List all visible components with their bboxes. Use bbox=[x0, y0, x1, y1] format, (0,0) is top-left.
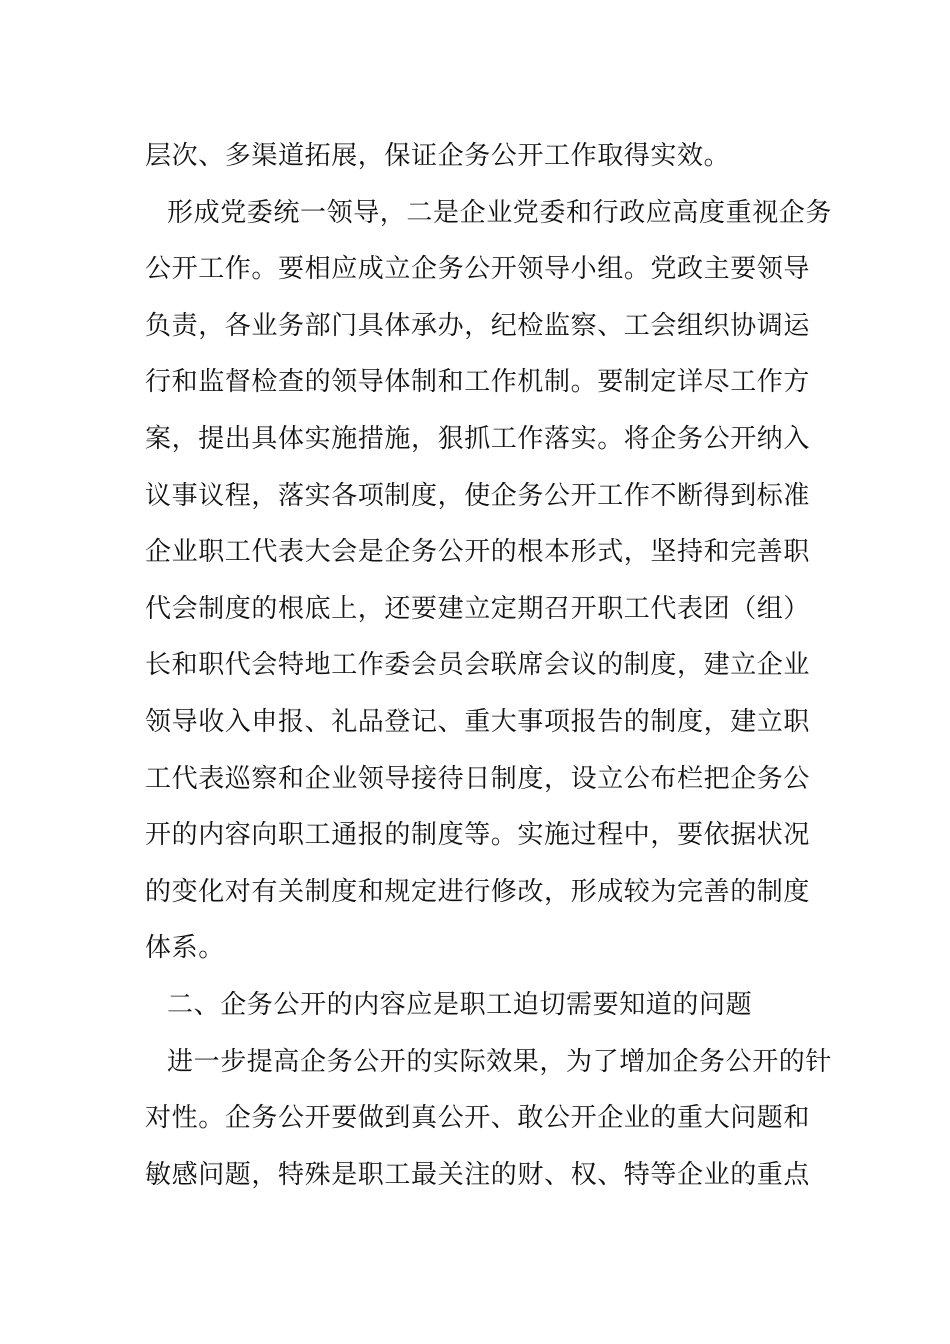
text-line: 层次、多渠道拓展，保证企务公开工作取得实效。 bbox=[145, 141, 731, 171]
body-text bbox=[145, 128, 833, 1203]
text-line: 领导收入申报、礼品登记、重大事项报告的制度，建立职 bbox=[145, 706, 811, 737]
text-line: 进一步提高企务公开的实际效果，为了增加企务公开的针 bbox=[167, 1046, 833, 1077]
text-line: 企业职工代表大会是企务公开的根本形式，坚持和完善职 bbox=[145, 537, 811, 568]
text-line: 的变化对有关制度和规定进行修改，形成较为完善的制度 bbox=[145, 876, 811, 907]
text-line: 形成党委统一领导，二是企业党委和行政应高度重视企务 bbox=[167, 197, 833, 228]
text-line: 议事议程，落实各项制度，使企务公开工作不断得到标准 bbox=[145, 480, 811, 511]
text-line: 对性。企务公开要做到真公开、敢公开企业的重大问题和 bbox=[145, 1103, 811, 1134]
section-heading: 二、企务公开的内容应是职工迫切需要知道的问题 bbox=[167, 989, 753, 1020]
text-line: 长和职代会特地工作委会员会联席会议的制度，建立企业 bbox=[145, 650, 811, 681]
text-line: 工代表巡察和企业领导接待日制度，设立公布栏把企务公 bbox=[145, 763, 811, 794]
text-line: 敏感问题，特殊是职工最关注的财、权、特等企业的重点 bbox=[145, 1159, 811, 1190]
text-line: 行和监督检查的领导体制和工作机制。要制定详尽工作方 bbox=[145, 367, 811, 398]
text-line: 案，提出具体实施措施，狠抓工作落实。将企务公开纳入 bbox=[145, 423, 811, 454]
text-line: 体系。 bbox=[145, 933, 225, 964]
text-line: 开的内容向职工通报的制度等。实施过程中，要依据状况 bbox=[145, 820, 811, 851]
text-line: 负责，各业务部门具体承办，纪检监察、工会组织协调运 bbox=[145, 310, 811, 341]
text-line: 代会制度的根底上，还要建立定期召开职工代表团（组） bbox=[145, 593, 811, 624]
text-line: 公开工作。要相应成立企务公开领导小组。党政主要领导 bbox=[145, 254, 811, 285]
